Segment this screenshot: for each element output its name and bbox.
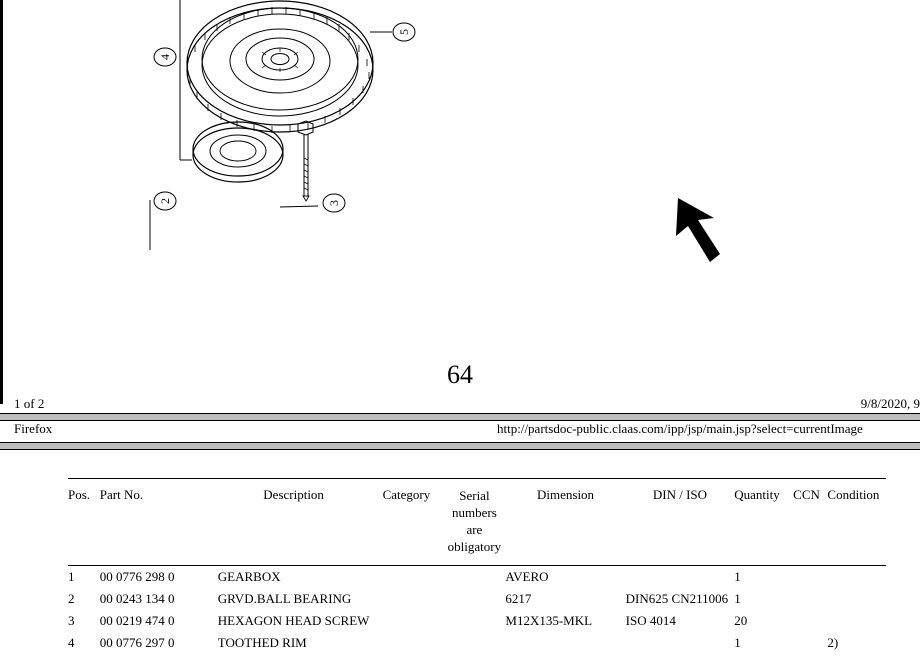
page-left-rule — [0, 0, 3, 404]
cursor-arrow-icon — [670, 196, 726, 266]
cell-quantity: 1 — [734, 635, 741, 650]
drawing-callout-2: 2 — [158, 198, 172, 204]
cell-din-iso: DIN625 CN211006 — [625, 591, 729, 606]
parts-table-container — [68, 478, 886, 654]
column-header-din-iso: DIN / ISO — [626, 479, 735, 566]
drawing-callout-5: 5 — [397, 29, 411, 35]
separator-line-bottom-2 — [0, 449, 920, 450]
cell-ccn — [793, 610, 827, 632]
table-header-row — [68, 479, 886, 566]
parts-table — [68, 478, 886, 654]
cell-dimension: 6217 — [505, 591, 532, 606]
browser-name: Firefox — [14, 421, 53, 436]
parts-table-body — [68, 566, 886, 655]
drawing-callout-4: 4 — [158, 54, 172, 60]
print-date: 9/8/2020, 9 — [860, 396, 920, 411]
column-header-part-no: Part No. — [100, 479, 218, 566]
print-footer — [0, 396, 920, 414]
exploded-parts-drawing — [120, 0, 450, 250]
browser-info-strip — [0, 421, 920, 442]
cell-pos: 1 — [68, 569, 75, 584]
cell-condition: 2) — [827, 635, 839, 650]
cell-category — [369, 588, 443, 610]
cell-part-no: 00 0776 298 0 — [99, 569, 175, 584]
page-url: http://partsdoc-public.claas.com/ipp/jsp/main.jsp?select=currentImage — [497, 421, 863, 436]
cell-pos: 2 — [68, 591, 75, 606]
column-header-pos: Pos. — [68, 479, 100, 566]
print-page-indicator: 1 of 2 — [14, 396, 45, 411]
cell-serial — [443, 632, 505, 654]
cell-part-no: 00 0243 134 0 — [99, 591, 175, 606]
column-header-serial — [443, 479, 505, 566]
column-header-description: Description — [218, 479, 370, 566]
column-header-ccn: CCN — [793, 479, 827, 566]
cell-ccn — [793, 588, 827, 610]
page-number: 64 — [447, 360, 473, 389]
column-header-category: Category — [369, 479, 443, 566]
cell-din-iso — [626, 566, 735, 589]
cell-description: GEARBOX — [217, 569, 281, 584]
cell-dimension — [505, 632, 625, 654]
cell-dimension: AVERO — [505, 569, 549, 584]
cell-category — [369, 566, 443, 589]
cell-ccn — [793, 566, 827, 589]
cell-pos: 4 — [68, 635, 75, 650]
cell-category — [369, 610, 443, 632]
cell-description: TOOTHED RIM — [217, 635, 307, 650]
cell-condition — [827, 566, 886, 589]
cell-condition — [827, 610, 886, 632]
cell-serial — [443, 588, 505, 610]
cell-pos: 3 — [68, 613, 75, 628]
table-row — [68, 588, 886, 610]
cell-category — [369, 632, 443, 654]
cell-serial — [443, 566, 505, 589]
cell-serial — [443, 610, 505, 632]
cell-condition — [827, 588, 886, 610]
table-row — [68, 610, 886, 632]
cell-din-iso — [626, 632, 735, 654]
table-row — [68, 566, 886, 589]
column-header-condition: Condition — [827, 479, 886, 566]
cell-description: HEXAGON HEAD SCREW — [217, 613, 370, 628]
column-header-serial-text: Serial numbers are obligatory — [447, 488, 502, 554]
table-row — [68, 632, 886, 654]
cell-part-no: 00 0776 297 0 — [99, 635, 175, 650]
cell-quantity: 1 — [734, 591, 741, 606]
cell-ccn — [793, 632, 827, 654]
cell-dimension: M12X135-MKL — [505, 613, 593, 628]
column-header-quantity: Quantity — [734, 479, 793, 566]
cell-quantity: 1 — [734, 569, 741, 584]
cell-din-iso: ISO 4014 — [625, 613, 676, 628]
cell-description: GRVD.BALL BEARING — [217, 591, 352, 606]
cell-part-no: 00 0219 474 0 — [99, 613, 175, 628]
cell-quantity: 20 — [734, 613, 748, 628]
column-header-dimension: Dimension — [505, 479, 625, 566]
drawing-callout-3: 3 — [327, 200, 341, 206]
